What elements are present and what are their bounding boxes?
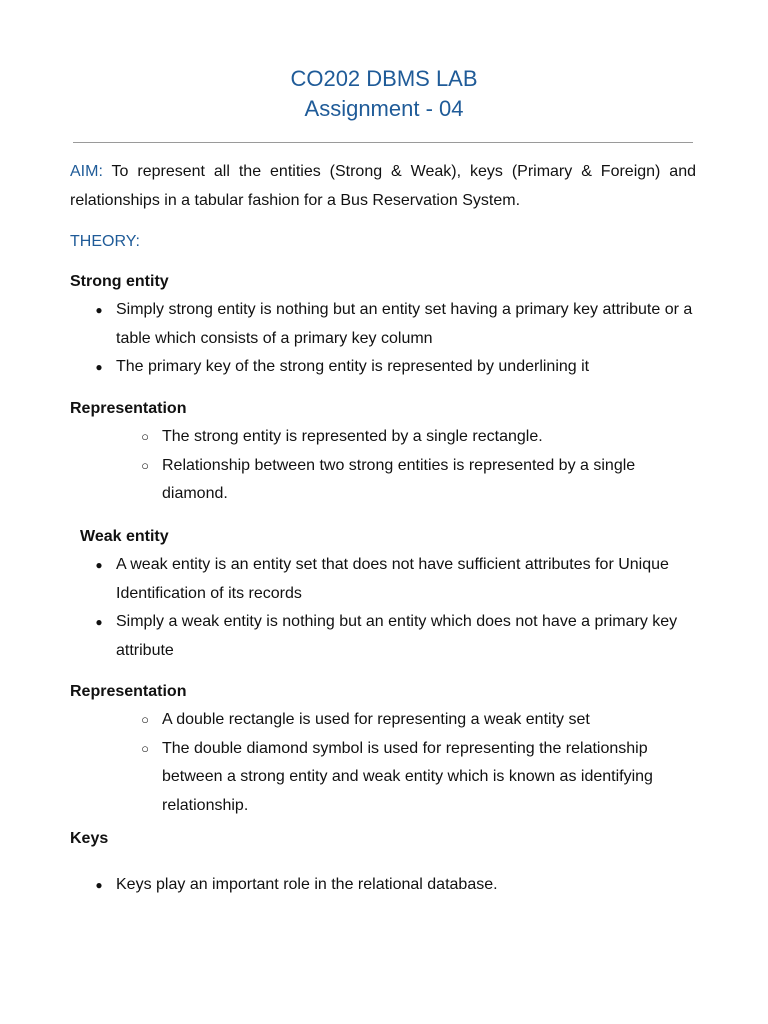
bullet-icon: ● — [95, 878, 103, 892]
list-item — [141, 423, 696, 452]
theory-heading: THEORY: — [70, 233, 140, 250]
aim-text: To represent all the entities (Strong & Weak), keys (Primary & Foreign) and relationships in a tabular fashion for a Bus Reservation System. — [70, 163, 697, 209]
circle-bullet-icon: ○ — [141, 457, 149, 473]
bullet-icon: ● — [95, 303, 103, 317]
assignment-number: Assignment - 04 — [304, 96, 464, 121]
list-item — [95, 296, 696, 353]
list-item — [141, 735, 696, 821]
circle-bullet-icon: ○ — [141, 740, 149, 756]
strong-entity-heading: Strong entity — [70, 273, 169, 290]
list-item — [95, 871, 696, 900]
keys-list — [95, 871, 696, 900]
bullet-icon: ● — [95, 615, 103, 629]
weak-representation-item-1: A double rectangle is used for representing a weak entity set — [162, 711, 590, 728]
title-divider — [73, 142, 693, 143]
weak-entity-heading: Weak entity — [80, 528, 169, 545]
strong-representation-item-2: Relationship between two strong entities is represented by a single diamond. — [162, 456, 636, 502]
strong-representation-list — [141, 423, 696, 509]
bullet-icon: ● — [95, 360, 103, 374]
document-title: CO202 DBMS LAB — [290, 66, 478, 91]
weak-representation-heading: Representation — [70, 683, 187, 700]
strong-representation-item-1: The strong entity is represented by a single rectangle. — [162, 428, 543, 445]
strong-entity-item-2: The primary key of the strong entity is represented by underlining it — [116, 358, 590, 375]
weak-representation-item-2: The double diamond symbol is used for representing the relationship between a strong entity and weak entity which is known as identifying relationship. — [162, 739, 653, 814]
keys-item-1: Keys play an important role in the relational database. — [116, 876, 498, 893]
strong-entity-list — [95, 296, 696, 382]
circle-bullet-icon: ○ — [141, 712, 149, 727]
aim-label: AIM: — [70, 163, 103, 180]
list-item — [95, 353, 696, 382]
list-item — [95, 608, 696, 665]
strong-entity-item-1: Simply strong entity is nothing but an entity set having a primary key attribute or a table which consists of a primary key column — [116, 301, 693, 347]
list-item — [141, 706, 696, 735]
aim-paragraph — [70, 158, 696, 215]
bullet-icon: ● — [95, 558, 103, 572]
weak-entity-item-1: A weak entity is an entity set that does not have sufficient attributes for Unique Identification of its records — [116, 556, 669, 602]
circle-bullet-icon: ○ — [141, 429, 149, 444]
strong-representation-heading: Representation — [70, 400, 187, 417]
list-item — [141, 452, 696, 509]
list-item — [95, 551, 696, 608]
weak-entity-item-2: Simply a weak entity is nothing but an entity which does not have a primary key attribute — [116, 613, 678, 659]
weak-representation-list — [141, 706, 696, 820]
keys-heading: Keys — [70, 830, 109, 847]
weak-entity-list — [95, 551, 696, 665]
